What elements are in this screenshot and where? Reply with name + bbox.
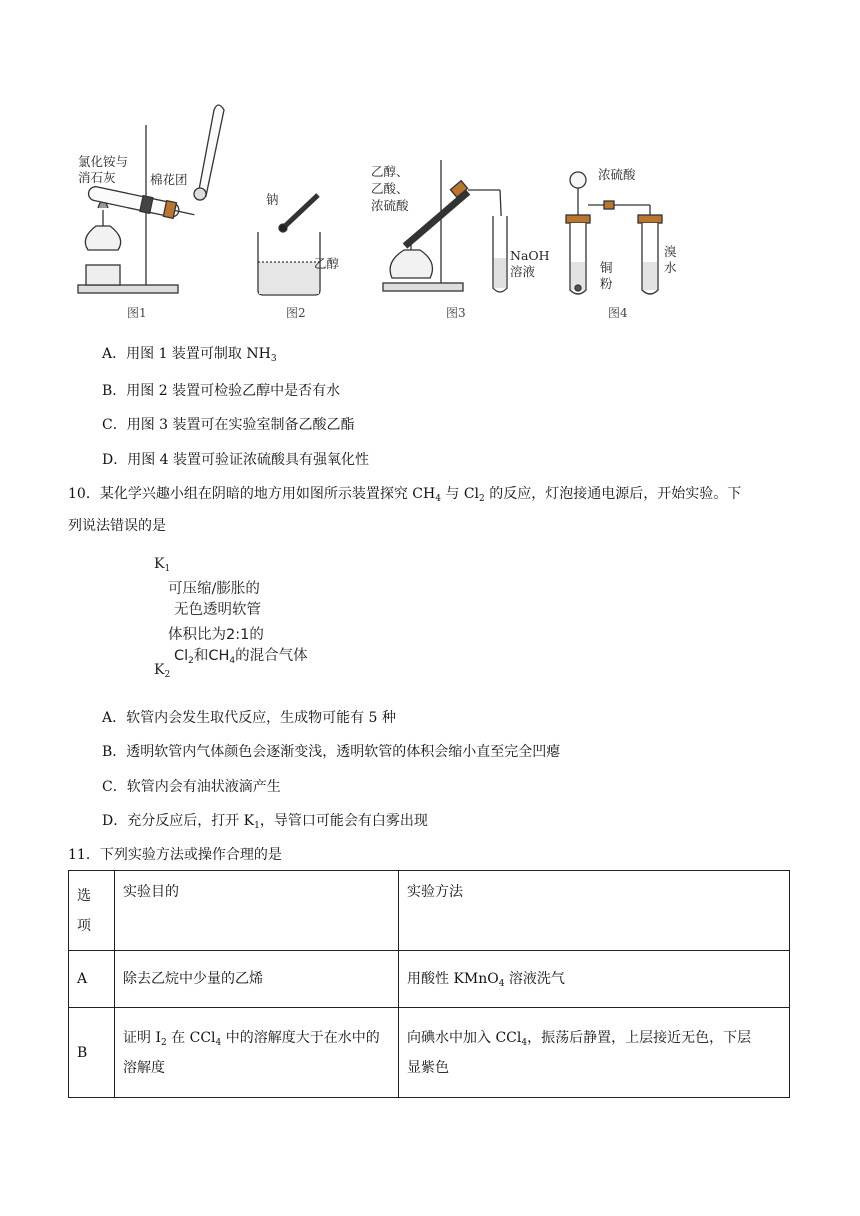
fig1-label-reagent: 氯化铵与 bbox=[78, 154, 129, 169]
row-b-goal: 证明 $I_2$ 在 CCl$_4$ 中的溶解度大于在水中的 溶解度 bbox=[115, 1008, 399, 1098]
header-goal: 实验目的 bbox=[115, 871, 399, 951]
header-option: 选 项 bbox=[69, 871, 115, 951]
row-a-option: A bbox=[69, 951, 115, 1008]
q10-stem-line2: 列说法错误的是 bbox=[68, 518, 166, 534]
apparatus-figures bbox=[0, 0, 860, 330]
fig1-label-cotton: 棉花团 bbox=[150, 172, 188, 187]
table-header-row bbox=[69, 871, 790, 951]
table-row bbox=[69, 951, 790, 1008]
q10-label-tube2: 无色透明软管 bbox=[174, 602, 261, 618]
q9-option-c: C．用图 3 装置可在实验室制备乙酸乙酯 bbox=[102, 417, 355, 433]
figure-2-apparatus bbox=[258, 195, 320, 295]
row-a-goal: 除去乙烷中少量的乙烯 bbox=[115, 951, 399, 1008]
q11-stem: 11．下列实验方法或操作合理的是 bbox=[68, 847, 282, 863]
fig4-caption: 图4 bbox=[608, 306, 628, 320]
q10-label-k2: $K_2$ bbox=[154, 662, 171, 680]
row-b-method: 向碘水中加入 CCl$_4$，振荡后静置，上层接近无色，下层 显紫色 bbox=[399, 1008, 790, 1098]
figure-4-apparatus bbox=[566, 172, 662, 294]
row-a-method: 用酸性 KMnO$_4$ 溶液洗气 bbox=[399, 951, 790, 1008]
q10-label-gas1: 体积比为2:1的 bbox=[168, 627, 264, 643]
fig2-caption: 图2 bbox=[286, 306, 306, 320]
header-method: 实验方法 bbox=[399, 871, 790, 951]
fig1-label-reagent2: 消石灰 bbox=[78, 170, 116, 185]
fig3-label-line1: 乙醇、 bbox=[371, 164, 409, 179]
fig3-label-solution: 溶液 bbox=[510, 264, 536, 279]
q10-label-gas2: $Cl_2$和$CH_4$的混合气体 bbox=[174, 648, 308, 666]
figure-1-apparatus bbox=[78, 105, 224, 293]
q10-option-d: D．充分反应后，打开 $K_1$，导管口可能会有白雾出现 bbox=[102, 813, 428, 831]
fig3-label-naoh: NaOH bbox=[510, 248, 550, 263]
q10-option-a: A．软管内会发生取代反应，生成物可能有 5 种 bbox=[102, 710, 396, 726]
q11-table bbox=[68, 870, 790, 1098]
q9-option-d: D．用图 4 装置可验证浓硫酸具有强氧化性 bbox=[102, 452, 370, 468]
q10-stem-line1: 10．某化学兴趣小组在阴暗的地方用如图所示装置探究 $CH_4$ 与 $Cl_2$ 的反应，灯泡接通电源后，开始实验。下 bbox=[68, 486, 742, 504]
q10-option-c: C．软管内会有油状液滴产生 bbox=[102, 779, 281, 795]
fig3-caption: 图3 bbox=[446, 306, 466, 320]
fig3-label-line2: 乙酸、 bbox=[371, 181, 409, 196]
fig4-label-powder: 粉 bbox=[600, 276, 613, 291]
fig2-label-sodium: 钠 bbox=[266, 192, 279, 207]
fig4-label-acid: 浓硫酸 bbox=[598, 167, 636, 182]
q9-option-a: A．用图 1 装置可制取 $NH_3$ bbox=[102, 346, 277, 364]
q10-label-k1: $K_1$ bbox=[154, 556, 171, 574]
fig1-caption: 图1 bbox=[127, 306, 147, 320]
fig4-label-water: 水 bbox=[664, 260, 677, 275]
q10-option-b: B．透明软管内气体颜色会逐渐变浅，透明软管的体积会缩小直至完全凹瘪 bbox=[102, 744, 561, 760]
q10-label-tube1: 可压缩/膨胀的 bbox=[168, 581, 260, 597]
fig3-label-line3: 浓硫酸 bbox=[371, 198, 409, 213]
row-b-option: B bbox=[69, 1008, 115, 1098]
fig4-label-copper: 铜 bbox=[600, 260, 613, 275]
fig4-label-bromine: 溴 bbox=[664, 244, 677, 259]
q9-option-b: B．用图 2 装置可检验乙醇中是否有水 bbox=[102, 383, 341, 399]
table-row bbox=[69, 1008, 790, 1098]
fig2-label-ethanol: 乙醇 bbox=[314, 256, 340, 271]
